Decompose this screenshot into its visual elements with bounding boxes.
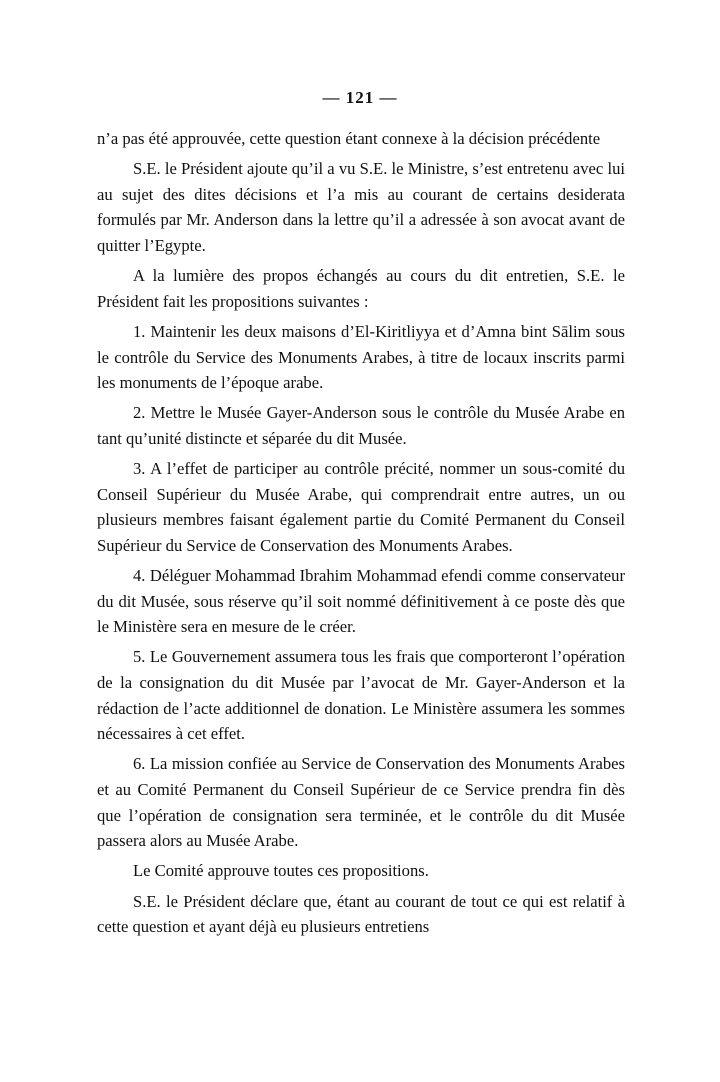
paragraph-committee-approval: Le Comité approuve toutes ces propositions. [133, 861, 429, 881]
proposition-6: 6. La mission confiée au Service de Conservation des Monuments Arabes et au Comité Permanent du Conseil Supérieur de ce Service prendra fin dès que l’opération de consignation sera terminée, et le contrôle du dit Musée passera alors au Musée Arabe. [97, 754, 625, 851]
proposition-4: 4. Déléguer Mohammad Ibrahim Mohammad efendi comme conservateur du dit Musée, sous réserve qu’il soit nommé définitivement à ce poste dès que le Ministère sera en mesure de le créer. [97, 566, 625, 637]
page-number: — 121 — [322, 88, 398, 107]
paragraph-president-minister: S.E. le Président ajoute qu’il a vu S.E. le Ministre, s’est entretenu avec lui au sujet des dites décisions et l’a mis au courant de certains desiderata formulés par Mr. Anderson dans la lettre qu’il a adressée à son avocat avant de quitter l’Egypte. [97, 159, 625, 255]
proposition-1: 1. Maintenir les deux maisons d’El-Kiritliyya et d’Amna bint Sālim sous le contrôle du Service des Monuments Arabes, à titre de locaux inscrits parmi les monuments de l’époque arabe. [97, 321, 625, 393]
paragraph-president-declaration: S.E. le Président déclare que, étant au courant de tout ce qui est relatif à cette question et ayant déjà eu plusieurs entretiens [97, 891, 625, 937]
body-text [97, 126, 625, 944]
paragraph-propositions-intro: A la lumière des propos échangés au cours du dit entretien, S.E. le Président fait les propositions suivantes : [97, 266, 625, 311]
proposition-5: 5. Le Gouvernement assumera tous les frais que comporteront l’opération de la consignation du dit Musée par l’avocat de Mr. Gayer-Anderson et la rédaction de l’acte additionnel de donation. Le Ministère assumera les sommes nécessaires à cet effet. [97, 647, 625, 744]
proposition-2: 2. Mettre le Musée Gayer-Anderson sous le contrôle du Musée Arabe en tant qu’unité distincte et séparée du dit Musée. [97, 403, 625, 448]
proposition-3: 3. A l’effet de participer au contrôle précité, nommer un sous-comité du Conseil Supérieur du Musée Arabe, qui comprendrait entre autres, un ou plusieurs membres faisant également partie du Comité Permanent du Conseil Supérieur du Service de Conservation des Monuments Arabes. [97, 459, 625, 555]
paragraph-continuation: n’a pas été approuvée, cette question étant connexe à la décision précédente [97, 129, 601, 148]
